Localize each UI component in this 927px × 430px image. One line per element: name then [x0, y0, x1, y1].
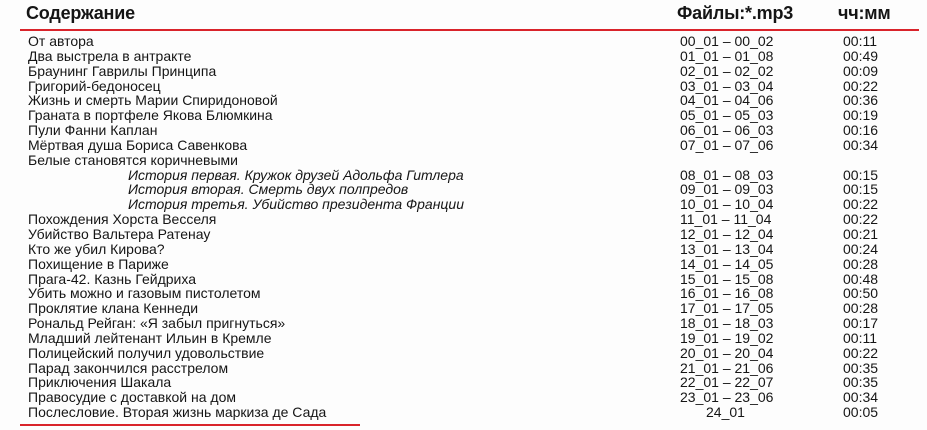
contents-list: [0, 34, 927, 420]
list-item: [0, 301, 927, 316]
file-range: 24_01: [706, 404, 745, 421]
chapter-title: Белые становятся коричневыми: [28, 151, 238, 168]
duration: 00:34: [843, 136, 879, 153]
file-range: 14_01 – 14_05: [680, 255, 774, 272]
list-item: [0, 197, 927, 212]
list-item: [0, 108, 927, 123]
file-range: 17_01 – 17_05: [680, 300, 774, 317]
list-item: [0, 242, 927, 257]
chapter-title: Проклятие клана Кеннеди: [28, 300, 199, 317]
list-item: [0, 64, 927, 79]
list-item: [0, 227, 927, 242]
list-item: [0, 212, 927, 227]
chapter-title: Полицейский получил удовольствие: [28, 344, 265, 361]
chapter-title: Кто же убил Кирова?: [28, 240, 165, 257]
file-range: 01_01 – 01_08: [680, 47, 774, 64]
contents-heading: Содержание: [26, 3, 135, 23]
list-item: [0, 182, 927, 197]
list-item: [0, 375, 927, 390]
duration-column-heading: чч:мм: [838, 3, 891, 23]
list-item: [0, 316, 927, 331]
chapter-title: История вторая. Смерть двух полпредов: [128, 181, 409, 198]
chapter-title: Граната в портфеле Якова Блюмкина: [28, 107, 273, 124]
list-item: [0, 286, 927, 301]
list-item: [0, 153, 927, 168]
file-range: 09_01 – 09_03: [680, 181, 774, 198]
chapter-title: История третья. Убийство президента Франции: [128, 196, 464, 213]
files-column-heading: Файлы:*.mp3: [677, 3, 794, 23]
duration: 00:09: [843, 62, 879, 79]
chapter-title: Мёртвая душа Бориса Савенкова: [28, 136, 248, 153]
file-range: 13_01 – 13_04: [680, 240, 774, 257]
list-item: [0, 257, 927, 272]
list-item: [0, 168, 927, 183]
file-range: 23_01 – 23_06: [680, 389, 774, 406]
file-range: 18_01 – 18_03: [680, 315, 774, 332]
duration: 00:34: [843, 389, 879, 406]
file-range: 22_01 – 22_07: [680, 374, 774, 391]
list-item: [0, 79, 927, 94]
duration: 00:21: [843, 225, 879, 242]
duration: 00:35: [843, 374, 879, 391]
list-item: [0, 405, 927, 420]
file-range: 05_01 – 05_03: [680, 107, 774, 124]
table-header: [0, 0, 927, 30]
chapter-title: Рональд Рейган: «Я забыл пригнуться»: [28, 315, 286, 332]
duration: 00:28: [843, 300, 879, 317]
list-item: [0, 361, 927, 376]
file-range: 12_01 – 12_04: [680, 225, 774, 242]
file-range: 16_01 – 16_08: [680, 285, 774, 302]
duration: 00:49: [843, 47, 879, 64]
file-range: 00_01 – 00_02: [680, 33, 774, 49]
file-range: 20_01 – 20_04: [680, 344, 774, 361]
file-range: 03_01 – 03_04: [680, 77, 774, 94]
duration: 00:50: [843, 285, 879, 302]
duration: 00:11: [843, 33, 877, 49]
chapter-title: Похождения Хорста Весселя: [28, 211, 217, 228]
duration: 00:22: [843, 211, 879, 228]
file-range: 11_01 – 11_04: [680, 211, 772, 228]
list-item: [0, 390, 927, 405]
file-range: 19_01 – 19_02: [680, 329, 774, 346]
duration: 00:16: [843, 122, 879, 139]
duration: 00:36: [843, 92, 879, 109]
duration: 00:19: [843, 107, 879, 124]
duration: 00:24: [843, 240, 879, 257]
duration: 00:11: [843, 329, 877, 346]
duration: 00:28: [843, 255, 879, 272]
file-range: 10_01 – 10_04: [680, 196, 774, 213]
list-item: [0, 123, 927, 138]
chapter-title: Парад закончился расстрелом: [28, 359, 229, 376]
duration: 00:22: [843, 344, 879, 361]
footer-divider: [20, 424, 360, 426]
chapter-title: От автора: [28, 33, 94, 49]
chapter-title: Два выстрела в антракте: [28, 47, 192, 64]
file-range: 15_01 – 15_08: [680, 270, 774, 287]
chapter-title: Послесловие. Вторая жизнь маркиза де Сада: [28, 404, 327, 421]
chapter-title: Младший лейтенант Ильин в Кремле: [28, 329, 272, 346]
chapter-title: Приключения Шакала: [28, 374, 172, 391]
chapter-title: Жизнь и смерть Марии Спиридоновой: [28, 92, 278, 109]
duration: 00:22: [843, 196, 879, 213]
file-range: 06_01 – 06_03: [680, 122, 774, 139]
list-item: [0, 346, 927, 361]
file-range: 08_01 – 08_03: [680, 166, 774, 183]
duration: 00:17: [843, 315, 879, 332]
duration: 00:35: [843, 359, 879, 376]
chapter-title: Григорий-бедоносец: [28, 77, 161, 94]
chapter-title: История первая. Кружок друзей Адольфа Гитлера: [128, 166, 464, 183]
list-item: [0, 138, 927, 153]
chapter-title: Пули Фанни Каплан: [28, 122, 158, 139]
chapter-title: Убийство Вальтера Ратенау: [28, 225, 211, 242]
chapter-title: Прага-42. Казнь Гейдриха: [28, 270, 197, 287]
chapter-title: Браунинг Гаврилы Принципа: [28, 62, 217, 79]
duration: 00:22: [843, 77, 879, 94]
file-range: 07_01 – 07_06: [680, 136, 774, 153]
list-item: [0, 272, 927, 287]
chapter-title: Похищение в Париже: [28, 255, 169, 272]
list-item: [0, 331, 927, 346]
duration: 00:15: [843, 166, 879, 183]
list-item: [0, 49, 927, 64]
duration: 00:05: [843, 404, 879, 421]
file-range: 04_01 – 04_06: [680, 92, 774, 109]
list-item: [0, 93, 927, 108]
duration: 00:15: [843, 181, 879, 198]
file-range: 02_01 – 02_02: [680, 62, 774, 79]
chapter-title: Убить можно и газовым пистолетом: [28, 285, 261, 302]
list-item: [0, 34, 927, 49]
file-range: 21_01 – 21_06: [680, 359, 774, 376]
duration: 00:48: [843, 270, 879, 287]
chapter-title: Правосудие с доставкой на дом: [28, 389, 236, 406]
header-divider: [20, 29, 919, 31]
